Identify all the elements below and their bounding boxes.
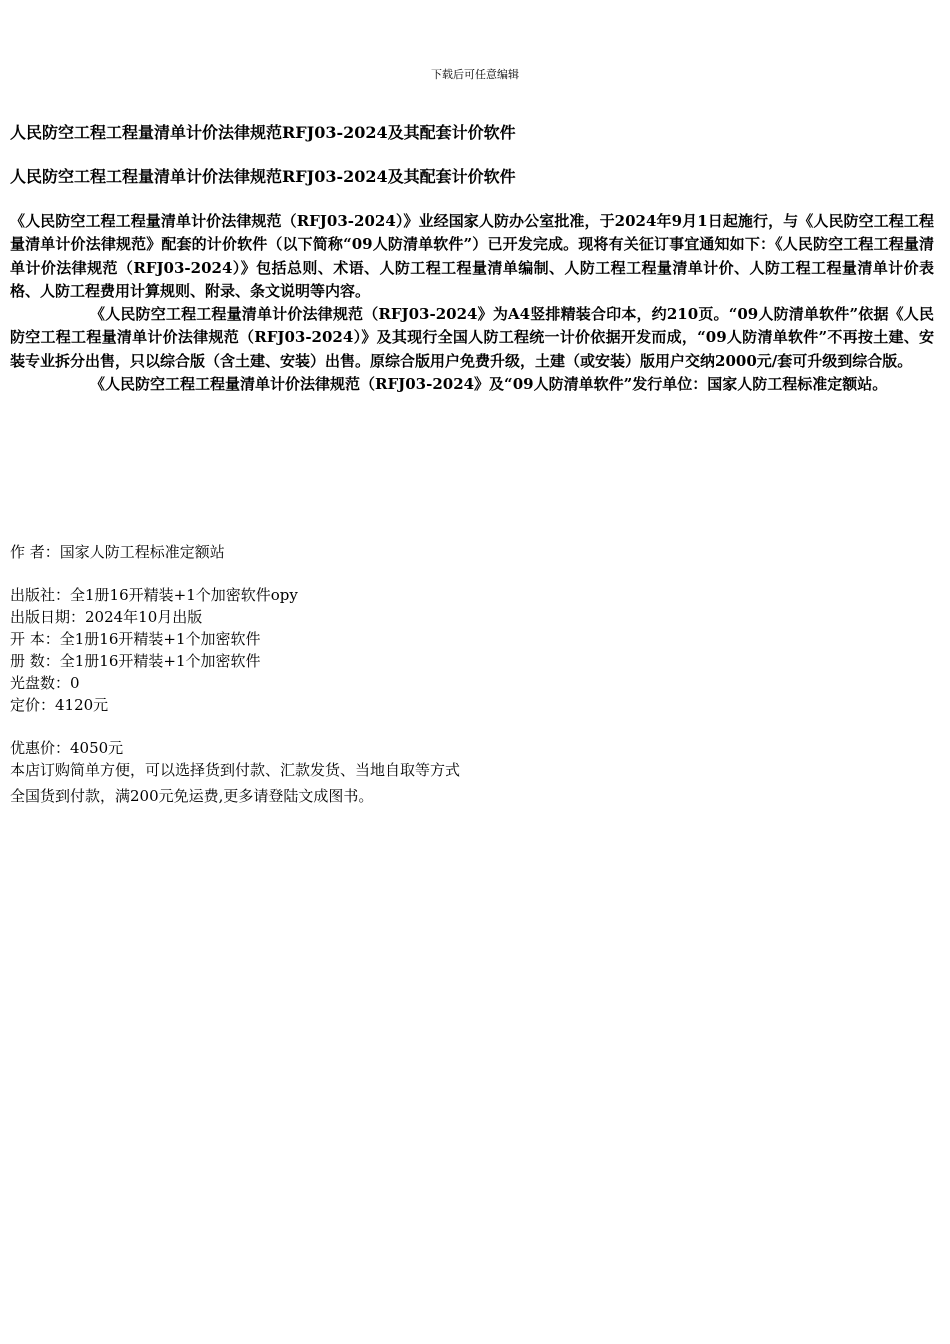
publish-date-line: 出版日期：2024年10月出版	[10, 608, 203, 626]
discs-line: 光盘数：0	[10, 674, 80, 692]
order-note-line: 本店订购简单方便，可以选择货到付款、汇款发货、当地自取等方式	[10, 761, 461, 779]
document-subtitle: 人民防空工程工程量清单计价法律规范RFJ03-2024及其配套计价软件	[10, 167, 516, 186]
shipping-note-line: 全国货到付款，满200元免运费,更多请登陆文成图书。	[10, 787, 374, 805]
discount-price-line: 优惠价：4050元	[10, 739, 124, 757]
volumes-line: 册 数：全1册16开精装+1个加密软件	[10, 652, 261, 670]
author-line: 作 者：国家人防工程标准定额站	[10, 543, 225, 561]
paragraph-announcement: 《人民防空工程工程量清单计价法律规范（RFJ03-2024）》业经国家人防办公室批准，于2024年9月1日起施行，与《人民防空工程工程量清单计价法律规范》配套的计价软件（以下简称“09人防清单软件”）已开发完成。现将有关征订事宜通知如下：《人民防空工程工程量清单计价法律规范（RFJ03-2024）》包括总则、术语、人防工程工程量清单编制、人防工程工程量清单计价、人防工程工程量清单计价表格、人防工程费用计算规则、附录、条文说明等内容。	[10, 212, 934, 300]
author-block	[10, 541, 910, 563]
header-note: 下载后可任意编辑	[431, 68, 519, 81]
format-line: 开 本：全1册16开精装+1个加密软件	[10, 630, 261, 648]
publisher-line: 出版社：全1册16开精装+1个加密软件opy	[10, 586, 298, 604]
body-text	[10, 210, 934, 396]
publication-details	[10, 584, 910, 716]
price-line: 定价：4120元	[10, 696, 109, 714]
document-title: 人民防空工程工程量清单计价法律规范RFJ03-2024及其配套计价软件	[10, 123, 516, 142]
paragraph-publisher: 《人民防空工程工程量清单计价法律规范（RFJ03-2024》及“09人防清单软件”发行单位：国家人防工程标准定额站。	[90, 375, 888, 394]
pricing-block	[10, 737, 910, 807]
paragraph-edition: 《人民防空工程工程量清单计价法律规范（RFJ03-2024》为A4竖排精装合印本，约210页。“09人防清单软件”依据《人民防空工程工程量清单计价法律规范（RFJ03-2024）》及其现行全国人防工程统一计价依据开发而成，“09人防清单软件”不再按土建、安装专业拆分出售，只以综合版（含土建、安装）出售。原综合版用户免费升级，土建（或安装）版用户交纳2000元/套可升级到综合版。	[10, 305, 934, 370]
